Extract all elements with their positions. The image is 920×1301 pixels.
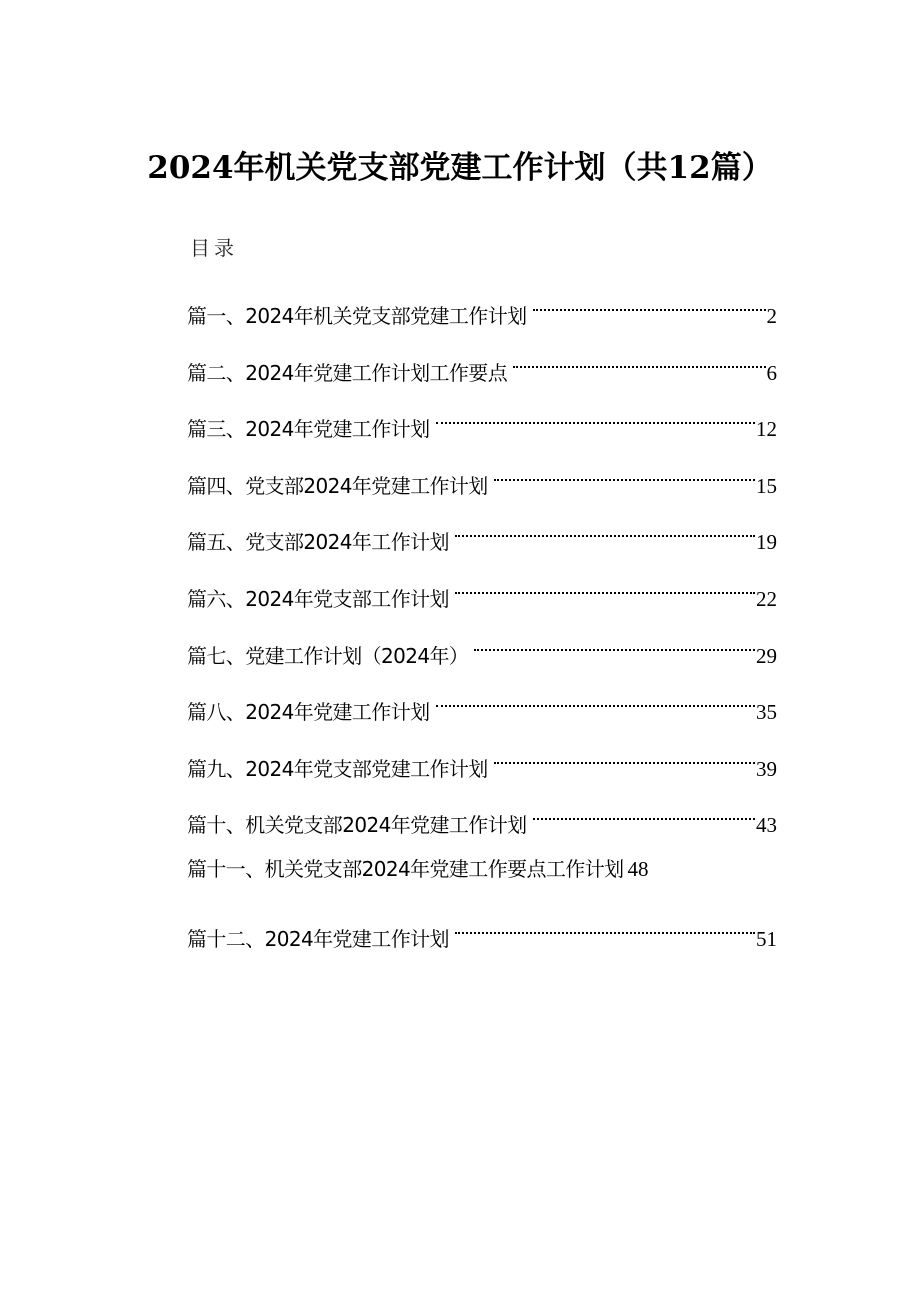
toc-entry[interactable] xyxy=(187,792,777,849)
toc-entry-page-number: 15 xyxy=(756,473,777,498)
toc-dot-leader xyxy=(436,396,756,436)
toc-dot-leader xyxy=(513,340,765,380)
toc-entry-label: 篇二、2024年党建工作计划工作要点 xyxy=(187,360,508,385)
toc-entry-label: 篇七、党建工作计划（2024年） xyxy=(187,643,469,668)
toc-entry-label: 篇四、党支部2024年党建工作计划 xyxy=(187,473,488,498)
toc-entry-page-number: 29 xyxy=(756,643,777,668)
toc-entry-label: 篇十二、2024年党建工作计划 xyxy=(187,926,449,951)
toc-dot-leader xyxy=(474,623,755,663)
toc-entry-page-number: 43 xyxy=(756,813,777,838)
toc-entry[interactable] xyxy=(187,283,777,340)
toc-entry-page-number: 35 xyxy=(756,700,777,725)
toc-entry-page-number: 39 xyxy=(756,756,777,781)
toc-entry-page-number: 6 xyxy=(766,360,777,385)
toc-entry-page-number: 51 xyxy=(756,926,777,951)
toc-entry[interactable] xyxy=(187,509,777,566)
toc-heading: 目录 xyxy=(190,236,238,260)
toc-dot-leader xyxy=(533,792,756,832)
toc-entry[interactable] xyxy=(187,340,777,397)
toc-entry[interactable] xyxy=(187,736,777,793)
toc-dot-leader xyxy=(436,679,756,719)
toc-entry[interactable] xyxy=(187,396,777,453)
toc-entry-page-number: 19 xyxy=(756,530,777,555)
toc-dot-leader xyxy=(455,509,755,549)
toc-entry-label: 篇六、2024年党支部工作计划 xyxy=(187,586,449,611)
toc-entry[interactable] xyxy=(187,679,777,736)
toc-entry-label: 篇十、机关党支部2024年党建工作计划 xyxy=(187,813,527,838)
toc-entry-page-number: 22 xyxy=(756,586,777,611)
toc-entry[interactable] xyxy=(187,453,777,510)
toc-entry-page-number: 12 xyxy=(756,417,777,442)
toc-entry-label: 篇一、2024年机关党支部党建工作计划 xyxy=(187,304,527,328)
toc-entry[interactable] xyxy=(187,623,777,680)
toc-entry-page-number: 48 xyxy=(627,856,649,881)
toc-entry-label: 篇十一、机关党支部2024年党建工作要点工作计划 xyxy=(187,856,624,881)
document-title: 2024年机关党支部党建工作计划（共12篇） xyxy=(147,150,773,186)
toc-entry-label: 篇三、2024年党建工作计划 xyxy=(187,417,430,442)
toc-entry-page-number: 2 xyxy=(766,304,777,328)
toc-dot-leader xyxy=(494,736,755,776)
toc-dot-leader xyxy=(455,906,755,946)
toc-entry-label: 篇八、2024年党建工作计划 xyxy=(187,700,430,725)
table-of-contents xyxy=(187,283,777,962)
toc-entry-label: 篇九、2024年党支部党建工作计划 xyxy=(187,756,488,781)
toc-dot-leader xyxy=(455,566,755,606)
toc-entry[interactable] xyxy=(187,566,777,623)
toc-dot-leader xyxy=(533,283,766,323)
toc-entry[interactable] xyxy=(187,906,777,963)
toc-entry-label: 篇五、党支部2024年工作计划 xyxy=(187,530,449,555)
toc-entry[interactable] xyxy=(187,849,777,906)
toc-dot-leader xyxy=(494,453,755,493)
